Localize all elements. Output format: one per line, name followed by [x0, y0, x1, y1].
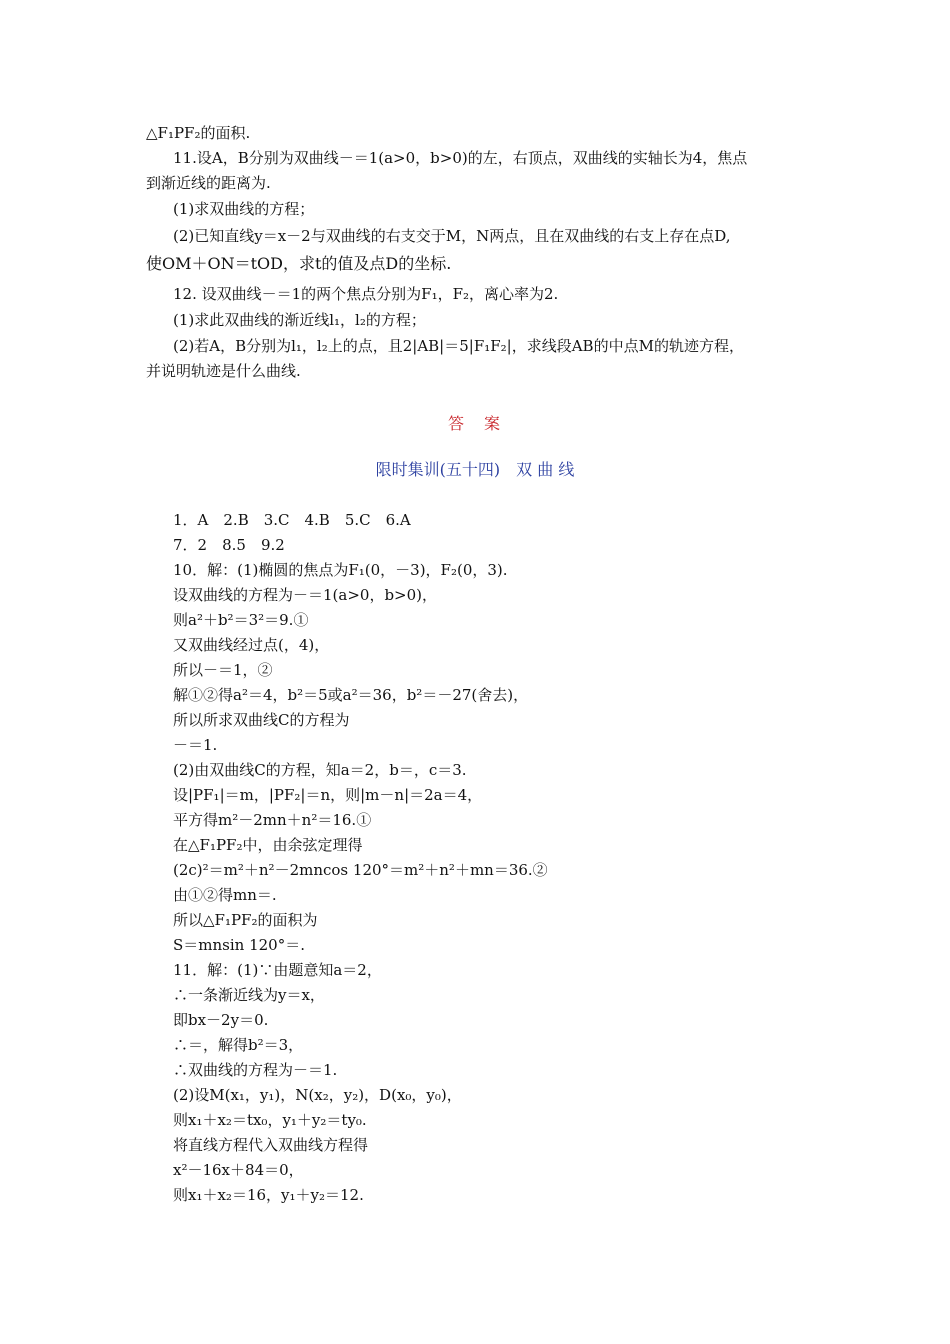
problem-11-line-1: 11.设A，B分别为双曲线－＝1(a>0，b>0)的左，右顶点，双曲线的实轴长为4，焦点	[173, 149, 748, 167]
answer-line: 则x₁＋x₂＝tx₀，y₁＋y₂＝ty₀.	[173, 1111, 367, 1129]
answer-line: 设双曲线的方程为－＝1(a>0，b>0)，	[173, 586, 438, 604]
answer-line: ∴双曲线的方程为－＝1.	[173, 1061, 338, 1079]
problem-12-line-1: 12. 设双曲线－＝1的两个焦点分别为F₁，F₂，离心率为2.	[173, 285, 559, 303]
answer-line: (2)由双曲线C的方程，知a＝2，b＝，c＝3.	[173, 761, 467, 779]
answer-line: 则a²＋b²＝3²＝9.①	[173, 611, 309, 629]
problem-11-question-2b: 使OM＋ON＝tOD，求t的值及点D的坐标.	[146, 254, 452, 273]
answer-heading: 答 案	[447, 414, 502, 433]
answer-line: －＝1.	[173, 736, 218, 754]
answer-line: 在△F₁PF₂中，由余弦定理得	[173, 836, 363, 854]
answer-line: 平方得m²－2mn＋n²＝16.①	[173, 811, 372, 829]
answer-line: 所以所求双曲线C的方程为	[173, 711, 350, 729]
answer-line: 7．2 8.5 9.2	[173, 536, 285, 554]
section-heading: 限时集训(五十四) 双 曲 线	[375, 460, 575, 479]
problem-12-question-2a: (2)若A，B分别为l₁，l₂上的点，且2|AB|＝5|F₁F₂|，求线段AB的中点M的轨迹方程，	[173, 337, 744, 355]
answer-line: (2)设M(x₁，y₁)，N(x₂，y₂)，D(x₀，y₀)，	[173, 1086, 462, 1104]
answer-line: ∴＝，解得b²＝3，	[173, 1036, 304, 1054]
answer-line: 所以△F₁PF₂的面积为	[173, 911, 318, 929]
problem-10-tail: △F₁PF₂的面积.	[146, 124, 251, 142]
answer-line: 解①②得a²＝4，b²＝5或a²＝36，b²＝－27(舍去)，	[173, 686, 529, 704]
answer-line: 设|PF₁|＝m，|PF₂|＝n，则|m－n|＝2a＝4，	[173, 786, 483, 804]
answer-line: 所以－＝1，②	[173, 661, 273, 679]
problem-12-question-1: (1)求此双曲线的渐近线l₁，l₂的方程；	[173, 311, 426, 329]
problem-11-question-2a: (2)已知直线y＝x－2与双曲线的右支交于M，N两点，且在双曲线的右支上存在点D,	[173, 227, 731, 245]
answer-line: 11．解：(1)∵由题意知a＝2，	[173, 961, 382, 979]
answer-line: 将直线方程代入双曲线方程得	[173, 1136, 369, 1154]
answer-line: (2c)²＝m²＋n²－2mncos 120°＝m²＋n²＋mn＝36.②	[173, 861, 548, 879]
answer-line: 10．解：(1)椭圆的焦点为F₁(0，－3)，F₂(0，3).	[173, 561, 508, 579]
answer-line: 则x₁＋x₂＝16，y₁＋y₂＝12.	[173, 1186, 364, 1204]
answer-line: 又双曲线经过点(，4)，	[173, 636, 330, 654]
answer-line: 即bx－2y＝0.	[173, 1011, 269, 1029]
answer-line: S＝mnsin 120°＝.	[173, 936, 305, 954]
problem-11-question-1: (1)求双曲线的方程；	[173, 200, 315, 218]
answer-line: 由①②得mn＝.	[173, 886, 277, 904]
answer-line: 1．A 2.B 3.C 4.B 5.C 6.A	[173, 511, 411, 529]
answer-line: ∴一条渐近线为y＝x，	[173, 986, 325, 1004]
problem-12-question-2b: 并说明轨迹是什么曲线.	[146, 362, 301, 380]
answer-line: x²－16x＋84＝0，	[173, 1161, 304, 1179]
problem-11-line-2: 到渐近线的距离为.	[146, 174, 271, 192]
